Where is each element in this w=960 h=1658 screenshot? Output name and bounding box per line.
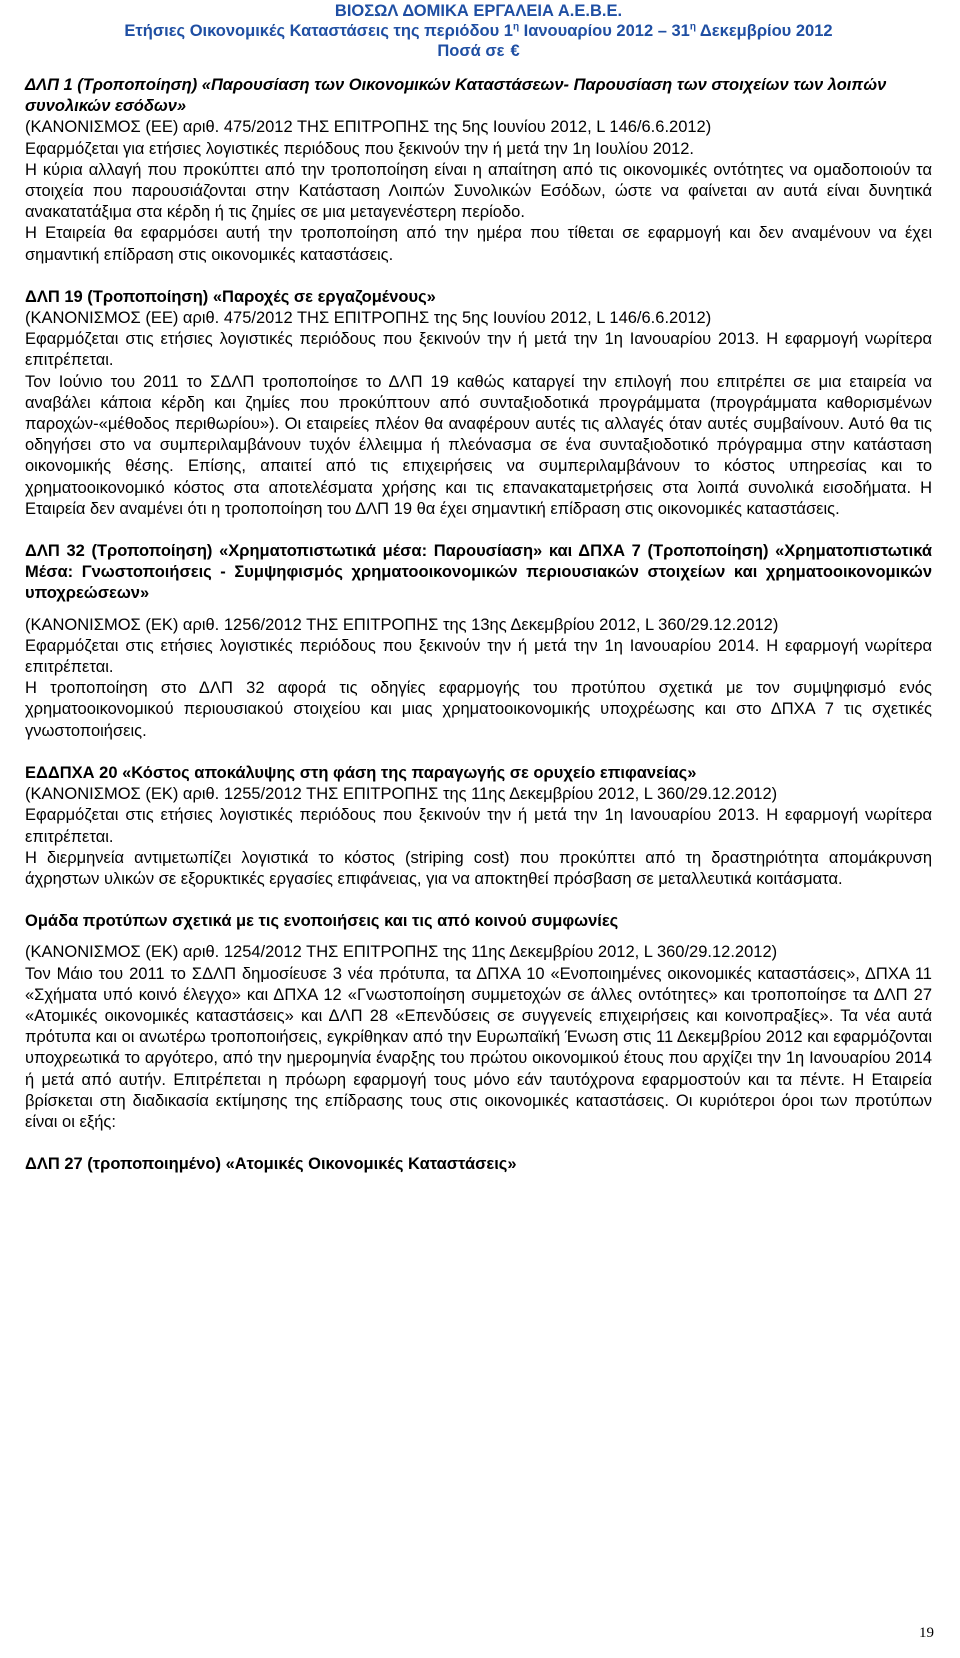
company-name: ΒΙΟΣΩΛ ΔΟΜΙΚΑ ΕΡΓΑΛΕΙΑ Α.Ε.Β.Ε. — [334, 2, 623, 20]
section-heading-ias19: ΔΛΠ 19 (Τροποποίηση) «Παροχές σε εργαζομένους» — [25, 287, 436, 306]
page-number: 19 — [919, 1624, 934, 1641]
paragraph: Η Εταιρεία θα εφαρμόσει αυτή την τροποποίηση από την ημέρα που τίθεται σε εφαρμογή και δεν αναμένουν να έχει σημαντική επίδραση στις οικονομικές καταστάσεις. — [25, 224, 932, 264]
applicability-text: Εφαρμόζεται στις ετήσιες λογιστικές περιόδους που ξεκινούν την ή μετά την 1η Ιανουαρίου 2013. Η εφαρμογή νωρίτερα επιτρέπεται. — [25, 806, 932, 846]
regulation-ref: (ΚΑΝΟΝΙΣΜΟΣ (ΕΕ) αριθ. 475/2012 ΤΗΣ ΕΠΙΤΡΟΠΗΣ της 5ης Ιουνίου 2012, L 146/6.6.2012) — [25, 309, 712, 328]
reporting-period: Ετήσιες Οικονομικές Καταστάσεις της περιόδου $1^\eta$ Ιανουαρίου $2012 - 31^\eta$ Δεκεμβρίου 2012 — [124, 21, 833, 40]
paragraph: Η τροποποίηση στο ΔΛΠ 32 αφορά τις οδηγίες εφαρμογής του προτύπου σχετικά με τον συμψηφισμό ενός χρηματοοικονομικού περιουσιακού στοιχείου και μιας χρηματοοικονομικής υποχρέωσης και στο ΔΠΧΑ 7 τις σχετικές γνωστοποιήσεις. — [25, 679, 932, 740]
regulation-ref: (ΚΑΝΟΝΙΣΜΟΣ (ΕΚ) αριθ. 1254/2012 ΤΗΣ ΕΠΙΤΡΟΠΗΣ της 11ης Δεκεμβρίου 2012, L 360/29.12.2012) — [25, 943, 778, 962]
paragraph: Η διερμηνεία αντιμετωπίζει λογιστικά το κόστος (striping cost) που προκύπτει από τη δραστηριότητα απομάκρυνση άχρηστων υλικών σε εξορυκτικές εργασίες επιφάνειας, για να αποκτηθεί πρόσβαση σε μεταλλευτικά κοιτάσματα. — [25, 848, 932, 888]
section-heading-ias32-ifrs7: ΔΛΠ 32 (Τροποποίηση) «Χρηματοπιστωτικά μέσα: Παρουσίαση» και ΔΠΧΑ 7 (Τροποποίηση) «Χρηματοπιστωτικά Μέσα: Γνωστοποιήσεις - Συμψηφισμός χρηματοοικονομικών περιουσιακών στοιχείων και χρηματοοικονομικών υποχρεώσεων» — [25, 542, 932, 603]
regulation-ref: (ΚΑΝΟΝΙΣΜΟΣ (ΕΕ) αριθ. 475/2012 ΤΗΣ ΕΠΙΤΡΟΠΗΣ της 5ης Ιουνίου 2012, L 146/6.6.2012) — [25, 118, 712, 137]
regulation-ref: (ΚΑΝΟΝΙΣΜΟΣ (ΕΚ) αριθ. 1256/2012 ΤΗΣ ΕΠΙΤΡΟΠΗΣ της 13ης Δεκεμβρίου 2012, L 360/29.12.2012) — [25, 615, 779, 634]
section-heading-ias27: ΔΛΠ 27 (τροποποιημένο) «Ατομικές Οικονομικές Καταστάσεις» — [25, 1155, 517, 1174]
paragraph: Τον Ιούνιο του 2011 το ΣΔΛΠ τροποποίησε το ΔΛΠ 19 καθώς καταργεί την επιλογή που επιτρέπει σε μια εταιρεία να αναβάλει κάποια κέρδη και ζημίες που προκύπτουν από συνταξιοδοτικά προγράμματα (προγράμματα καθορισμένων παροχών-«μέθοδος περιθωρίου»). Οι εταιρείες πλέον θα αναφέρουν αυτές τις αλλαγές όταν αυτές συμβαίνουν. Αυτό θα τις οδηγήσει στο να συμπεριλαμβάνουν τυχόν έλλειμμα ή πλεόνασμα σε ένα συνταξιοδοτικό πρόγραμμα στην κατάσταση οικονομικής θέσης. Επίσης, απαιτεί από τις επιχειρήσεις να συμπεριλαμβάνουν το κόστος υπηρεσίας και το χρηματοοικονομικό κόστος στα αποτελέσματα χρήσης και τις επανακαταμετρήσεις στα λοιπά συνολικά εισοδήματα. Η Εταιρεία δεν αναμένει ότι η τροποποίηση του ΔΛΠ 19 θα έχει σημαντική επίδραση στις οικονομικές καταστάσεις. — [25, 372, 932, 518]
section-heading-consolidation-group: Ομάδα προτύπων σχετικά με τις ενοποιήσεις και τις από κοινού συμφωνίες — [25, 912, 619, 931]
section-heading-ifric20: ΕΔΔΠΧΑ 20 «Κόστος αποκάλυψης στη φάση της παραγωγής σε ορυχείο επιφανείας» — [25, 763, 697, 782]
paragraph: Τον Μάιο του 2011 το ΣΔΛΠ δημοσίευσε 3 νέα πρότυπα, τα ΔΠΧΑ 10 «Ενοποιημένες οικονομικές καταστάσεις», ΔΠΧΑ 11 «Σχήματα υπό κοινό έλεγχο» και ΔΠΧΑ 12 «Γνωστοποίηση συμμετοχών σε άλλες οντότητες» και τροποποίησε τα ΔΛΠ 27 «Ατομικές οικονομικές καταστάσεις» και ΔΛΠ 28 «Επενδύσεις σε συγγενείς επιχειρήσεις και κοινοπραξίες». Τα νέα αυτά πρότυπα και οι ανωτέρω τροποποιήσεις, εγκρίθηκαν από την Ευρωπαϊκή Ένωση στις 11 Δεκεμβρίου 2012 και εφαρμόζονται υποχρεωτικά το αργότερο, από την ημερομηνία έναρξης του πρώτου οικονομικού έτους που αρχίζει την 1η Ιανουαρίου 2014 ή μετά από αυτήν. Επιτρέπεται η πρόωρη εφαρμογή τους μόνο εάν ταυτόχρονα εφαρμοστούν και τα πέντε. Η Εταιρεία βρίσκεται στη διαδικασία εκτίμησης της επίδρασης τους στις οικονομικές καταστάσεις. Οι κυριότεροι όροι των προτύπων είναι οι εξής: — [25, 964, 932, 1131]
amounts-currency: Ποσά σε € — [437, 42, 520, 60]
page-header — [25, 0, 932, 61]
section-heading-ias1: ΔΛΠ 1 (Τροποποίηση) «Παρουσίαση των Οικονομικών Καταστάσεων- Παρουσίαση των στοιχείων των λοιπών συνολικών εσόδων» — [25, 76, 887, 116]
applicability-text: Εφαρμόζεται στις ετήσιες λογιστικές περιόδους που ξεκινούν την ή μετά την 1η Ιανουαρίου 2013. Η εφαρμογή νωρίτερα επιτρέπεται. — [25, 330, 932, 370]
regulation-ref: (ΚΑΝΟΝΙΣΜΟΣ (ΕΚ) αριθ. 1255/2012 ΤΗΣ ΕΠΙΤΡΟΠΗΣ της 11ης Δεκεμβρίου 2012, L 360/29.12.2012) — [25, 785, 778, 804]
applicability-text: Εφαρμόζεται στις ετήσιες λογιστικές περιόδους που ξεκινούν την ή μετά την 1η Ιανουαρίου 2014. Η εφαρμογή νωρίτερα επιτρέπεται. — [25, 636, 932, 677]
document-body — [25, 75, 932, 1175]
euro-icon: € — [510, 42, 520, 60]
paragraph: Η κύρια αλλαγή που προκύπτει από την τροποποίηση είναι η απαίτηση από τις οικονομικές οντότητες να ομαδοποιούν τα στοιχεία που παρουσιάζονται στην Κατάσταση Λοιπών Συνολικών Εσόδων, ώστε να φαίνεται αν αυτά είναι δυνητικά ανακατατάξιμα στα κέρδη ή τις ζημίες σε μια μεταγενέστερη περίοδο. — [25, 160, 932, 222]
applicability-text: Εφαρμόζεται για ετήσιες λογιστικές περιόδους που ξεκινούν την ή μετά την 1η Ιουλίου 2012. — [25, 139, 695, 158]
